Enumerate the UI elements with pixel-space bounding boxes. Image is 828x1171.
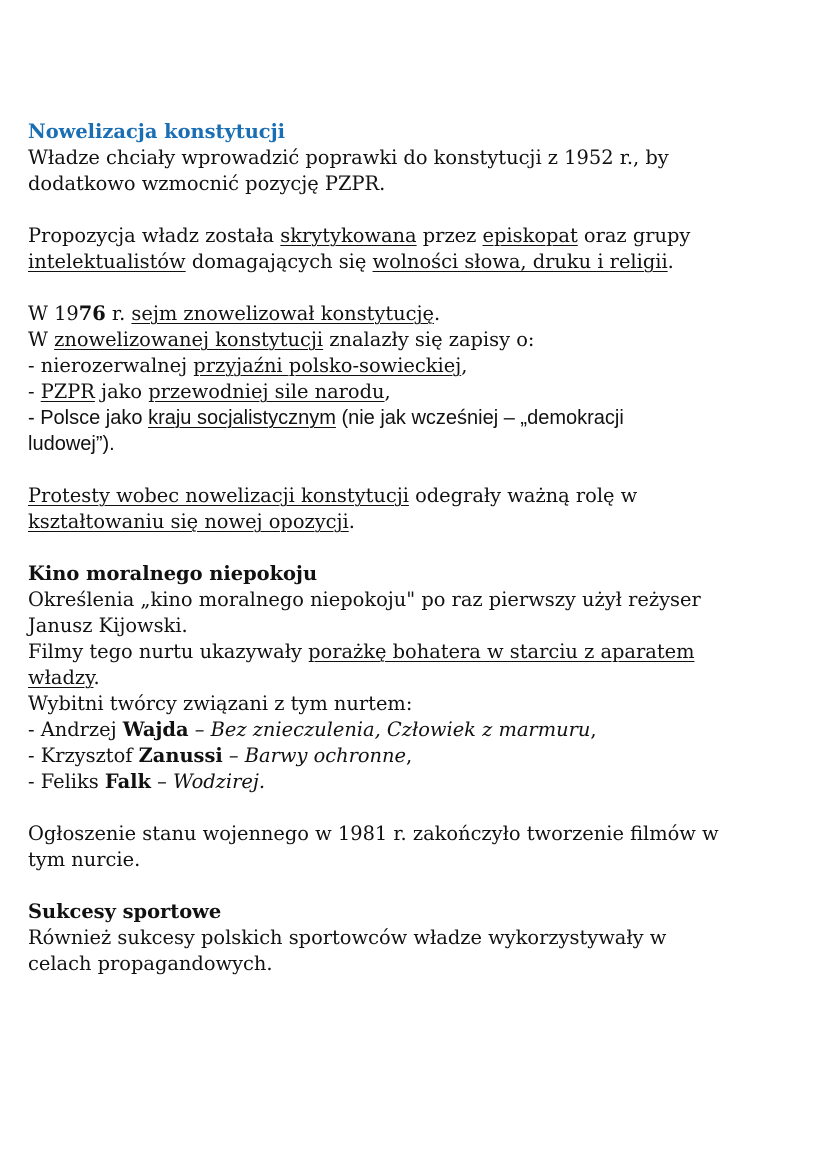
italic-text: Barwy ochronne [244, 744, 406, 767]
italic-text: Wodzirej. [172, 770, 266, 793]
text: , [461, 354, 468, 377]
text: oraz grupy [577, 224, 691, 247]
paragraph-line: Określenia „kino moralnego niepokoju" po raz pierwszy użył reżyser [28, 588, 701, 611]
underlined-text: sejm znowelizował konstytucję [131, 302, 434, 325]
underlined-text: intelektualistów [28, 250, 186, 273]
text: . [434, 302, 441, 325]
text: , [384, 380, 391, 403]
text: - Krzysztof [28, 744, 139, 767]
list-item [28, 353, 798, 379]
list-item [28, 717, 798, 743]
paragraph-line [28, 327, 798, 353]
underlined-text: przyjaźni polsko-sowieckiej [193, 354, 462, 377]
list-item [28, 743, 798, 769]
underlined-text: kraju socjalistycznym [148, 407, 336, 429]
text: - [28, 380, 41, 403]
text: W 19 [28, 302, 79, 325]
paragraph-line [28, 249, 798, 275]
paragraph-line: Władze chciały wprowadzić poprawki do konstytucji z 1952 r., by [28, 146, 669, 169]
text: – [150, 770, 173, 793]
section-heading-kino: Kino moralnego niepokoju [28, 562, 318, 585]
underlined-text: przewodniej sile narodu [148, 380, 385, 403]
section-heading-sukcesy: Sukcesy sportowe [28, 900, 222, 923]
paragraph-line [28, 301, 798, 327]
text: jako [94, 380, 149, 403]
bold-text: Zanussi [138, 744, 223, 767]
paragraph-gap [28, 275, 798, 301]
underlined-text: znowelizowanej konstytucji [54, 328, 324, 351]
paragraph-line: Ogłoszenie stanu wojennego w 1981 r. zakończyło tworzenie filmów w [28, 822, 719, 845]
paragraph-line: dodatkowo wzmocnić pozycję PZPR. [28, 172, 386, 195]
document-body [28, 119, 798, 977]
text: . [667, 250, 674, 273]
text: – [188, 718, 211, 741]
paragraph-gap [28, 535, 798, 561]
underlined-text: PZPR [40, 380, 95, 403]
italic-text: Bez znieczulenia, Człowiek z marmuru [210, 718, 591, 741]
text: – [222, 744, 245, 767]
text: (nie jak wcześniej – „demokracji [335, 407, 624, 429]
text: - nierozerwalnej [28, 354, 194, 377]
bold-text: Falk [104, 770, 151, 793]
text: , [406, 744, 413, 767]
underlined-text: Protesty wobec nowelizacji konstytucji [28, 484, 409, 507]
text: - Andrzej [28, 718, 123, 741]
paragraph-gap [28, 795, 798, 821]
section-heading-nowelizacja: Nowelizacja konstytucji [28, 120, 285, 143]
text: W [28, 328, 55, 351]
list-item-continuation: ludowej”). [28, 433, 115, 455]
paragraph-line [28, 509, 798, 535]
paragraph-line: Wybitni twórcy związani z tym nurtem: [28, 692, 413, 715]
paragraph-line: Janusz Kijowski. [28, 614, 188, 637]
text: domagających się [185, 250, 373, 273]
text: przez [416, 224, 483, 247]
paragraph-line: Również sukcesy polskich sportowców władze wykorzystywały w [28, 926, 667, 949]
text: . [348, 510, 355, 533]
text: znalazły się zapisy o: [323, 328, 535, 351]
underlined-text: skrytykowana [280, 224, 417, 247]
paragraph-gap [28, 873, 798, 899]
paragraph-gap [28, 457, 798, 483]
text: , [590, 718, 597, 741]
text: odegrały ważną rolę w [408, 484, 638, 507]
text: Filmy tego nurtu ukazywały [28, 640, 309, 663]
underlined-text: kształtowaniu się nowej opozycji [28, 510, 349, 533]
underlined-text: episkopat [482, 224, 578, 247]
paragraph-line [28, 223, 798, 249]
list-item [28, 379, 798, 405]
underlined-text: porażkę bohatera w starciu z aparatem [308, 640, 695, 663]
paragraph-line [28, 639, 798, 665]
paragraph-line: tym nurcie. [28, 848, 141, 871]
list-item [28, 769, 798, 795]
list-item [28, 405, 798, 431]
text: - Feliks [28, 770, 105, 793]
text: . [93, 666, 100, 689]
bold-text: Wajda [122, 718, 189, 741]
underlined-text: wolności słowa, druku i religii [372, 250, 668, 273]
paragraph-gap [28, 197, 798, 223]
paragraph-line [28, 483, 798, 509]
text: Propozycja władz została [28, 224, 281, 247]
text: r. [105, 302, 132, 325]
bold-text: 76 [78, 302, 106, 325]
underlined-text: władzy [28, 666, 94, 689]
text: - Polsce jako [28, 407, 149, 429]
paragraph-line [28, 665, 798, 691]
paragraph-line: celach propagandowych. [28, 952, 273, 975]
